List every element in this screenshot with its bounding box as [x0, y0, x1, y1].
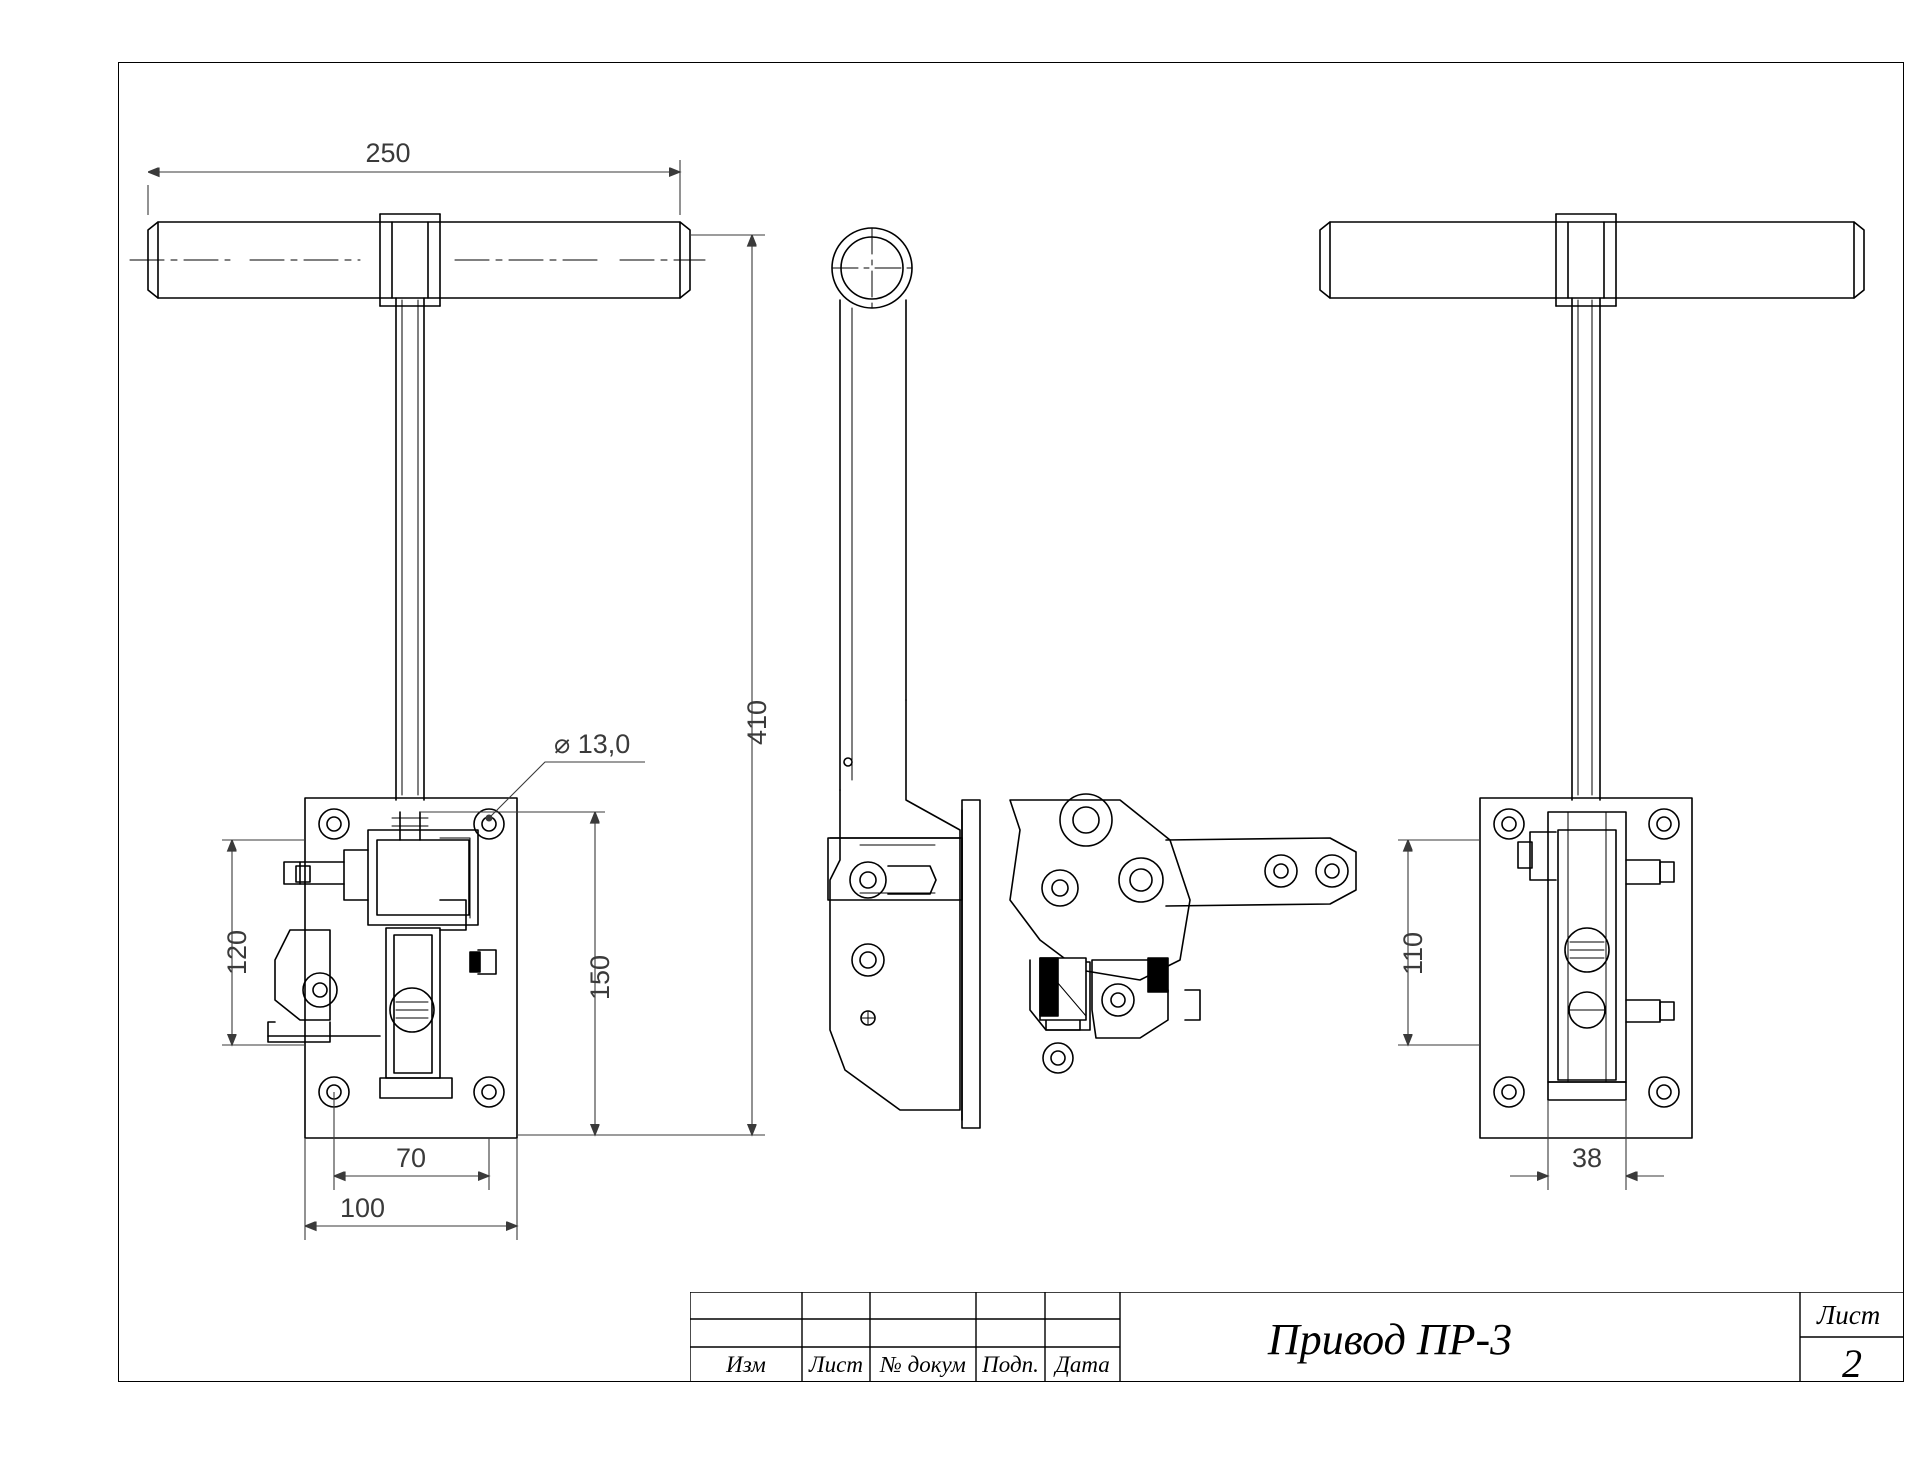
tb-col-izm: Изм	[726, 1351, 766, 1377]
sheet-number: 2	[1842, 1341, 1862, 1386]
dimension-diameter-13: ⌀ 13,0	[554, 729, 631, 759]
title-block	[690, 1292, 1904, 1386]
drawing-title: Привод ПР-3	[1267, 1315, 1513, 1364]
drawing-frame	[118, 62, 1904, 1382]
tb-col-podp: Подп.	[982, 1351, 1039, 1377]
dimension-150: 150	[585, 954, 615, 1000]
tb-col-data: Дата	[1055, 1351, 1110, 1377]
dimension-410: 410	[742, 699, 772, 745]
sheet-label: Лист	[1817, 1300, 1881, 1330]
dimension-250: 250	[365, 138, 411, 168]
dimension-120: 120	[222, 929, 252, 975]
dimension-70: 70	[395, 1143, 427, 1173]
dimension-110: 110	[1398, 931, 1428, 975]
dimension-100: 100	[340, 1193, 386, 1223]
tb-col-docum: № докум	[880, 1351, 966, 1377]
tb-col-list: Лист	[809, 1351, 863, 1377]
dimension-38: 38	[1571, 1143, 1603, 1173]
